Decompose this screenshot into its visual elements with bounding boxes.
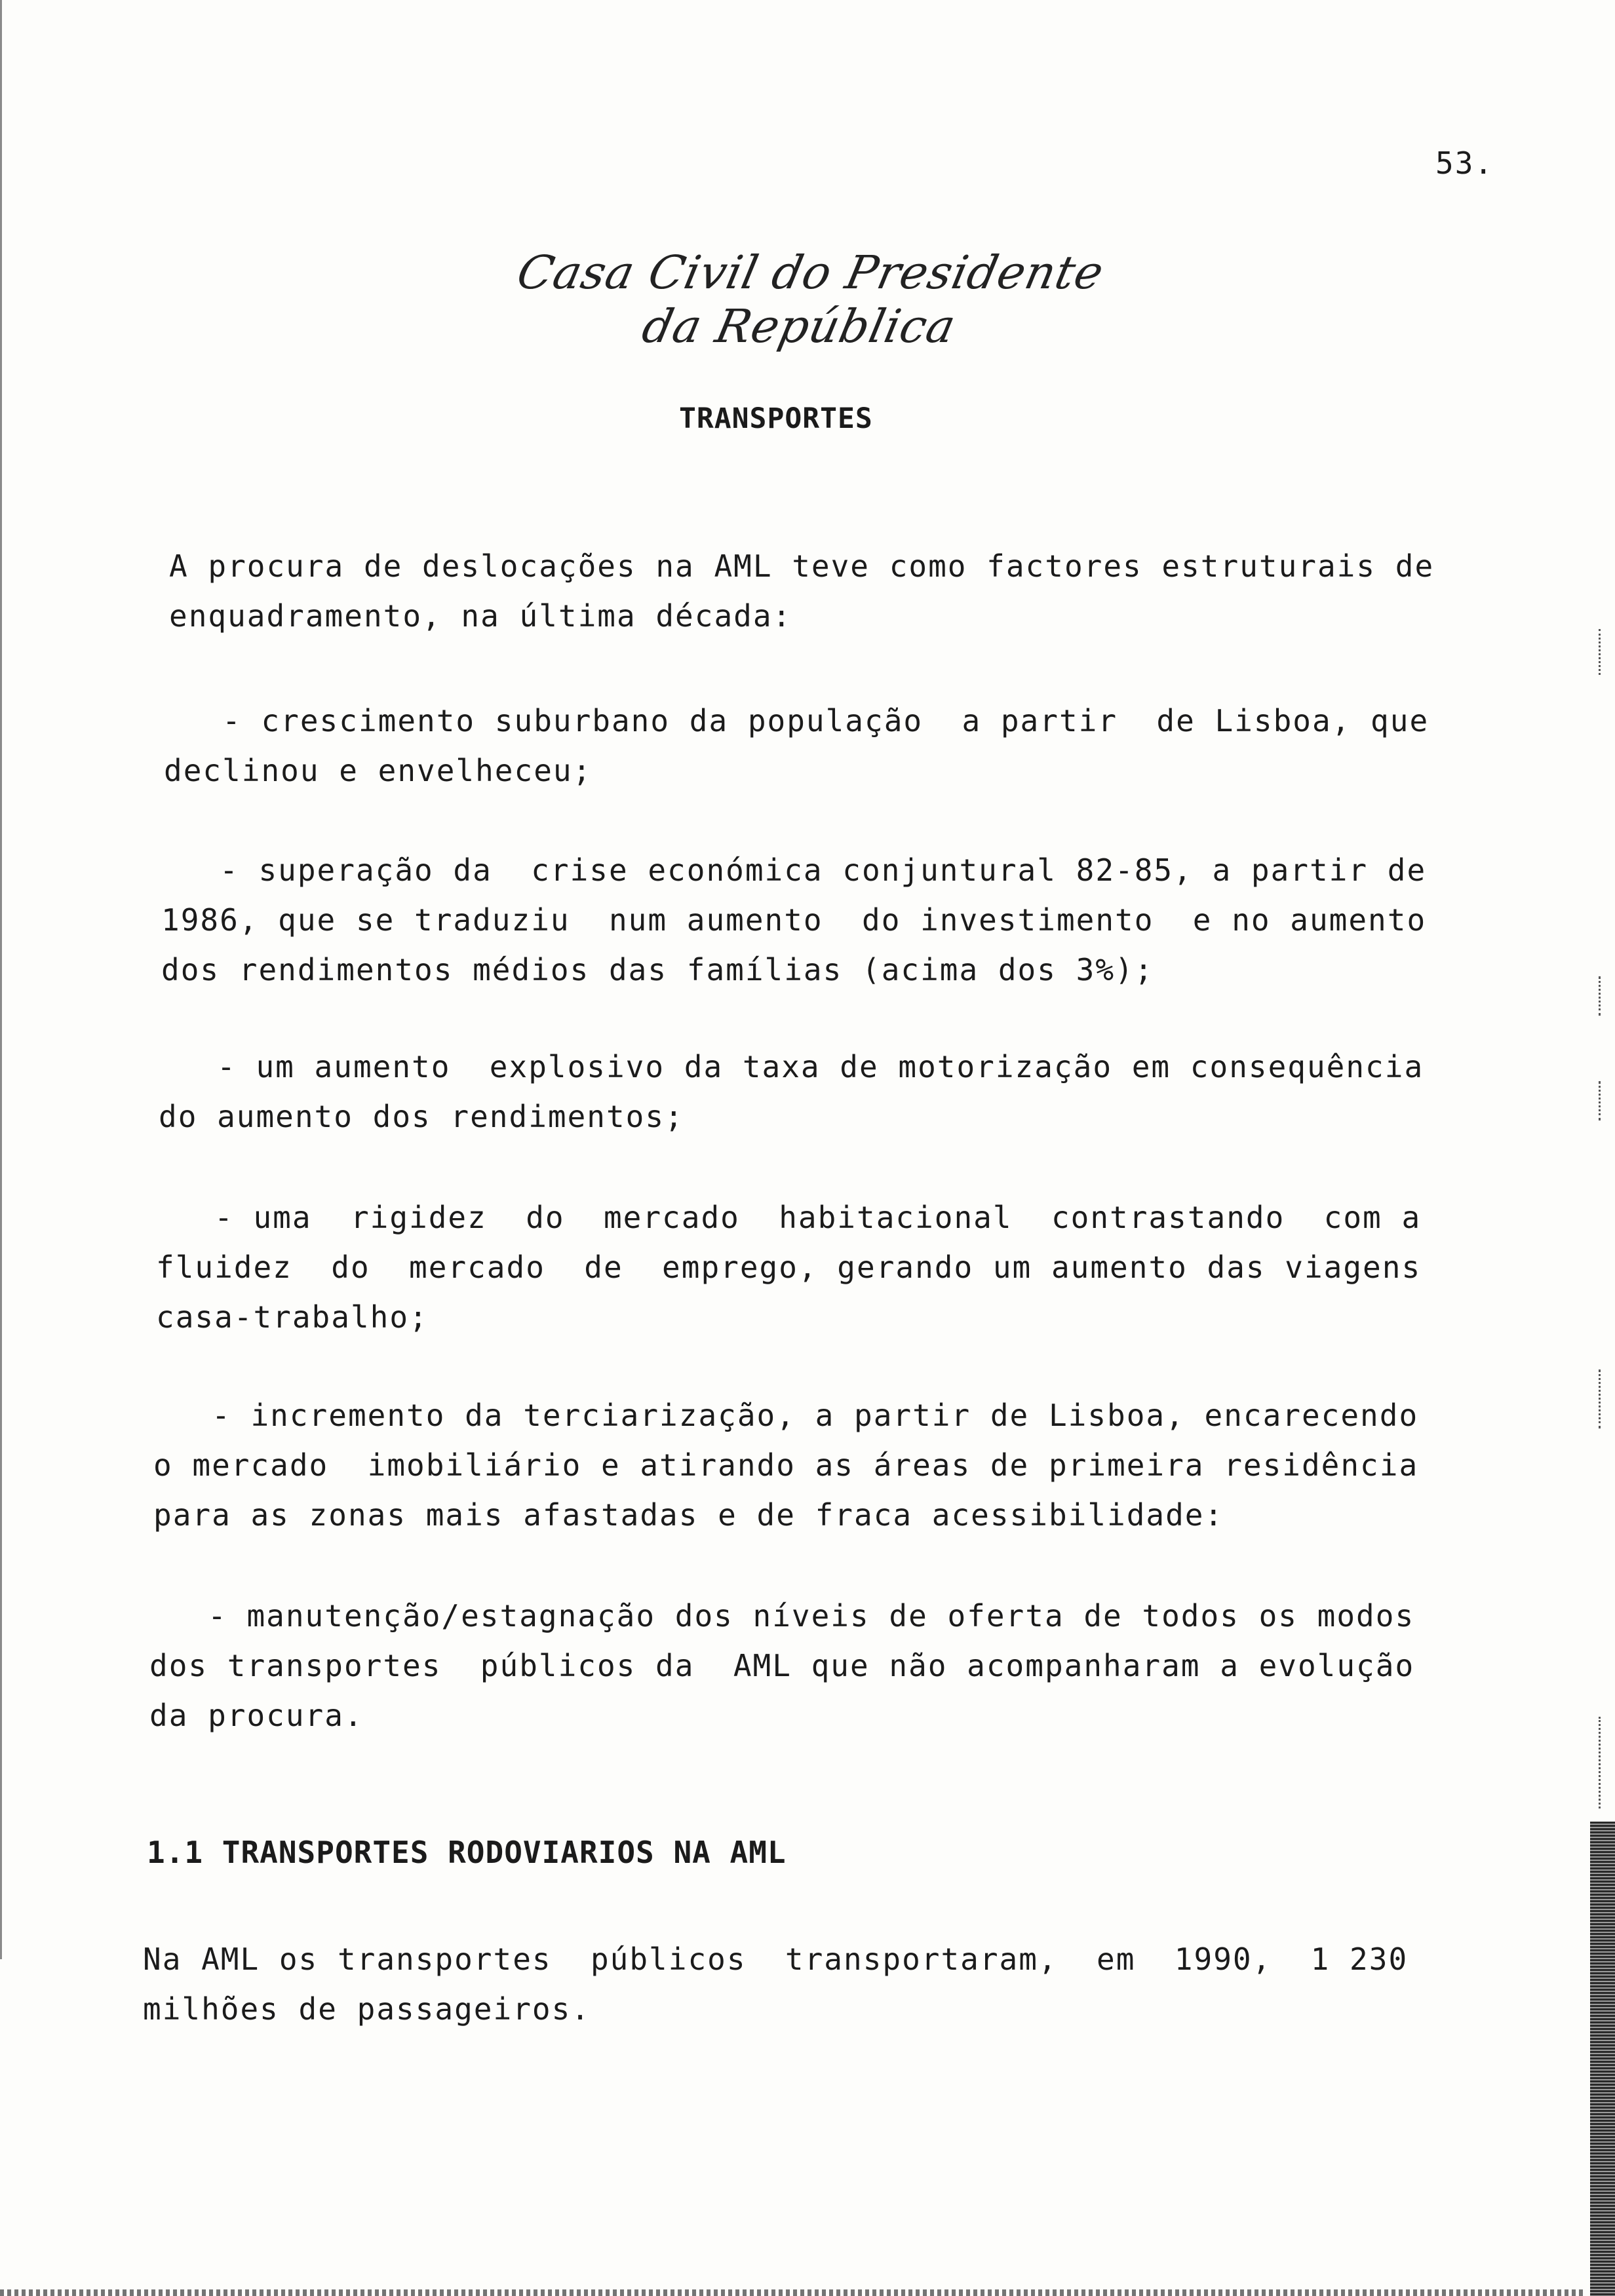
section-paragraph: [143, 1934, 1408, 2034]
paragraph-line: para as zonas mais afastadas e de fraca acessibilidade:: [153, 1497, 1224, 1533]
bullet-paragraph: [156, 1193, 1421, 1342]
bullet-paragraph: [149, 1591, 1414, 1740]
document-title: TRANSPORTES: [679, 402, 873, 435]
paragraph-line: da procura.: [149, 1698, 364, 1733]
paragraph-intro: [169, 541, 1434, 641]
paragraph-line: - manutenção/estagnação dos níveis de oferta de todos os modos: [149, 1598, 1415, 1634]
page-number: 53.: [1435, 145, 1494, 181]
margin-tick-marks: [1596, 1081, 1601, 1120]
margin-tick-marks: [1596, 1369, 1601, 1428]
paragraph-line: Na AML os transportes públicos transportaram, em 1990, 1 230: [143, 1942, 1409, 1977]
paragraph-line: dos transportes públicos da AML que não acompanharam a evolução: [149, 1648, 1415, 1683]
paragraph-line: 1986, que se traduziu num aumento do investimento e no aumento: [161, 902, 1427, 938]
paragraph-line: dos rendimentos médios das famílias (acima dos 3%);: [161, 952, 1154, 987]
paragraph-line: casa-trabalho;: [156, 1299, 429, 1335]
paragraph-line: enquadramento, na última década:: [169, 598, 792, 634]
paragraph-line: o mercado imobiliário e atirando as áreas de primeira residência: [153, 1447, 1419, 1483]
margin-tick-marks: [1596, 1717, 1601, 1808]
page-left-edge: [0, 0, 2, 1959]
paragraph-line: - crescimento suburbano da população a partir de Lisboa, que: [164, 703, 1430, 738]
paragraph-line: fluidez do mercado de emprego, gerando um aumento das viagens: [156, 1250, 1422, 1285]
paragraph-line: - superação da crise económica conjuntural 82-85, a partir de: [161, 852, 1427, 888]
paragraph-line: do aumento dos rendimentos;: [159, 1099, 684, 1134]
margin-tick-marks: [1596, 976, 1601, 1016]
page-bottom-edge-scan-artifact: [0, 2289, 1586, 2296]
margin-tick-marks: [1596, 629, 1601, 675]
paragraph-line: - uma rigidez do mercado habitacional contrastando com a: [156, 1200, 1422, 1235]
section-heading: 1.1 TRANSPORTES RODOVIARIOS NA AML: [147, 1835, 787, 1870]
paragraph-line: - um aumento explosivo da taxa de motorização em consequência: [159, 1049, 1424, 1084]
bullet-paragraph: [164, 696, 1429, 795]
paragraph-line: milhões de passageiros.: [143, 1991, 591, 2027]
paragraph-line: A procura de deslocações na AML teve como factores estruturais de: [169, 548, 1435, 584]
bullet-paragraph: [153, 1390, 1418, 1540]
paragraph-line: declinou e envelheceu;: [164, 753, 593, 788]
page-right-edge-scan-artifact: [1590, 1822, 1615, 2296]
bullet-paragraph: [159, 1042, 1424, 1141]
letterhead-logo: Casa Civil do Presidente da República: [512, 246, 1109, 353]
paragraph-line: - incremento da terciarização, a partir de Lisboa, encarecendo: [153, 1398, 1419, 1433]
bullet-paragraph: [161, 845, 1426, 995]
